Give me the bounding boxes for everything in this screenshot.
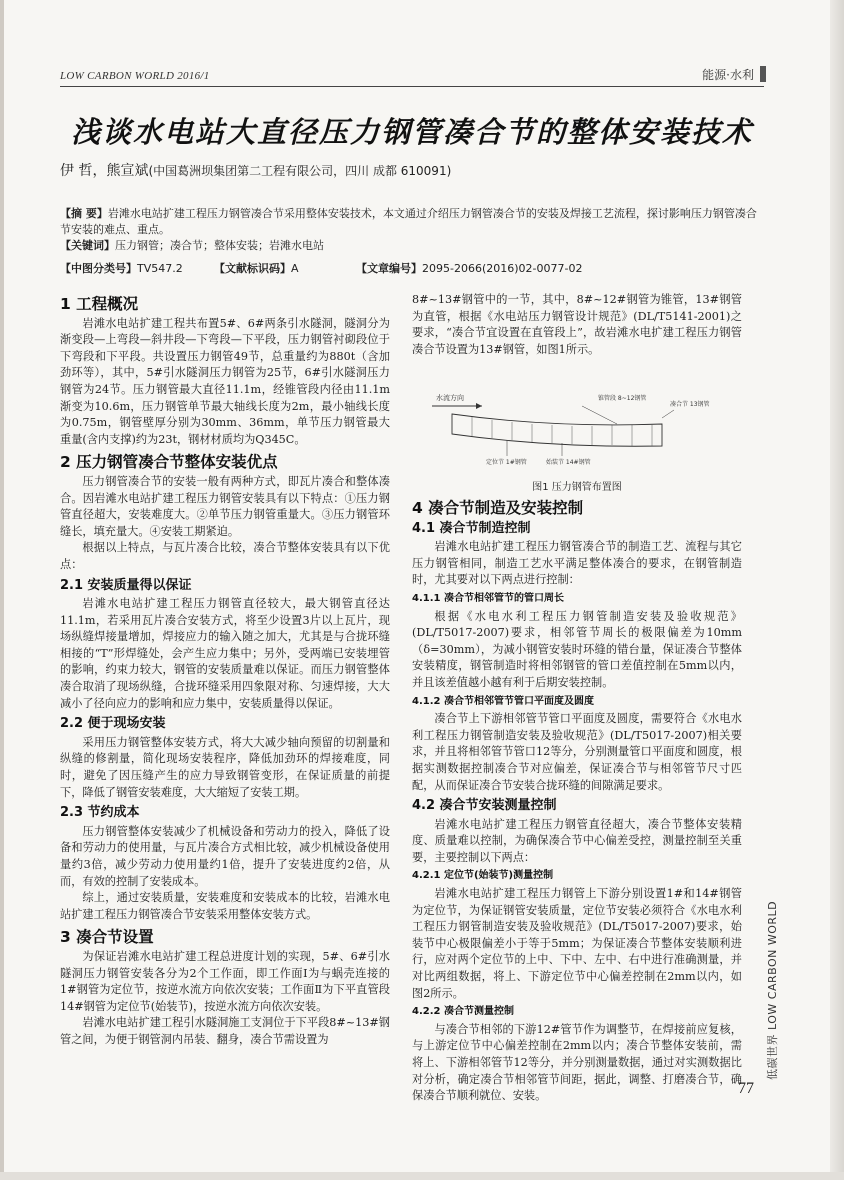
art-value: 2095-2066(2016)02-0077-02 — [422, 262, 583, 275]
abstract — [60, 206, 764, 238]
paragraph: 岩滩水电站扩建工程压力钢管直径超大，凑合节整体安装精度、质量难以控制，为确保凑合节中心偏差受控，测量控制至关重要，主要控制以下两点： — [412, 817, 742, 864]
clc-value: TV547.2 — [137, 262, 183, 275]
section-heading: 3 凑合节设置 — [60, 928, 154, 947]
journal-name: LOW CARBON WORLD 2016/1 — [60, 70, 210, 82]
article-number — [356, 260, 582, 276]
right-column-bottom — [412, 494, 742, 1105]
page-right-edge — [830, 0, 844, 1180]
article-title: 浅谈水电站大直径压力钢管凑合节的整体安装技术 — [70, 115, 753, 149]
paragraph: 根据以上特点，与瓦片凑合比较，凑合节整体安装具有以下优点： — [60, 541, 390, 571]
section-heading: 1 工程概况 — [60, 295, 139, 313]
label-closing: 凑合节 13钢管 — [670, 401, 710, 408]
right-column-top — [412, 292, 742, 358]
flow-arrow-head — [476, 403, 482, 409]
art-label: 【文章编号】 — [356, 262, 422, 275]
author-line — [60, 160, 451, 180]
penstock-layout-figure — [412, 376, 742, 470]
flow-label: 水流方向 — [436, 394, 464, 402]
side-journal-text: 低碳世界 LOW CARBON WORLD — [766, 900, 779, 1080]
side-journal-label — [748, 860, 779, 1080]
doc-label: 【文献标识码】 — [214, 262, 291, 275]
doc-code — [214, 260, 299, 276]
clc-label: 【中图分类号】 — [60, 262, 137, 275]
keywords — [60, 238, 764, 254]
pipe-sections — [472, 417, 652, 446]
label-start: 始装节 14#钢管 — [546, 459, 591, 466]
abstract-label: 【摘 要】 — [60, 207, 108, 220]
section-heading: 2 压力钢管凑合节整体安装优点 — [60, 453, 278, 472]
keywords-text: 压力钢管；凑合节；整体安装；岩滩水电站 — [115, 239, 324, 252]
clc-number — [60, 260, 183, 276]
author-affiliation: (中国葛洲坝集团第二工程有限公司，四川 成都 610091) — [148, 164, 452, 178]
penstock-outline — [452, 414, 662, 446]
section-heading: 4 凑合节制造及安装控制 — [412, 499, 584, 517]
subsection-heading: 2.1 安装质量得以保证 — [60, 577, 192, 593]
author-names: 伊 哲，熊宣斌 — [60, 163, 149, 179]
section-marker — [760, 66, 766, 82]
paragraph: 采用压力钢管整体安装方式，将大大减少轴向预留的切割量和纵缝的修割量，简化现场安装程序，降低加劲环的焊接难度，同时，避免了因压缝产生的应力导致钢管变形，在保证质量的前提下，降低了钢管安装难度，大大缩短了安装工期。 — [60, 735, 390, 799]
paragraph: 岩滩水电站扩建工程共布置5#、6#两条引水隧洞，隧洞分为渐变段—上弯段—斜井段—下弯段—下平段，压力钢管衬砌段位于下弯段和下平段。共设置压力钢管49节，总重量约为880t（含加劲环等），其中，5#引水隧洞压力钢管为25节，6#引水隧洞压力钢管为24节。压力钢管最大直径11.1m，经锥管段内径由11.1m渐变为10.6m，压力钢管单节最大轴线长度为2m，最小轴线长度为0.75m，钢管壁厚分别为30mm、36mm，单节压力钢管最大重量(含内支撑)约为23t，钢材材质均为Q345C。 — [60, 316, 390, 446]
subsubsection-heading: 4.2.2 凑合节测量控制 — [412, 1006, 514, 1018]
label-cone: 锥管段 8~12钢管 — [598, 395, 647, 402]
subsubsection-heading: 4.1.1 凑合节相邻管节的管口周长 — [412, 592, 564, 604]
paragraph: 岩滩水电站扩建工程引水隧洞施工支洞位于下平段8#~13#钢管之间，为便于钢管洞内吊装、翻身，凑合节需设置为 — [60, 1016, 390, 1046]
figure-caption: 图1 压力钢管布置图 — [532, 482, 622, 493]
page-left-edge — [0, 0, 4, 1180]
subsection-heading: 2.2 便于现场安装 — [60, 716, 166, 732]
subsubsection-heading: 4.2.1 定位节(始装节)测量控制 — [412, 870, 554, 882]
paragraph: 岩滩水电站扩建工程压力钢管凑合节的制造工艺、流程与其它压力钢管相同，制造工艺水平满足整体凑合的要求，在钢管制造时，尤其要对以下两点进行控制： — [412, 540, 742, 587]
doc-value: A — [291, 262, 299, 275]
subsection-heading: 4.1 凑合节制造控制 — [412, 520, 531, 536]
paragraph: 根据《水电水利工程压力钢管制造安装及验收规范》(DL/T5017-2007)要求，相邻管节周长的极限偏差为10mm（δ=30mm），为减小钢管安装时环缝的错台量，保证凑合节整体安装精度，钢管制造时将相邻钢管的管口差值控制在5mm以内，并且该差值越小越有利于后期安装控制。 — [412, 609, 742, 689]
paragraph: 为保证岩滩水电站扩建工程总进度计划的实现，5#、6#引水隧洞压力钢管安装各分为2个工作面，即工作面Ⅰ为与蜗壳连接的1#钢管为定位节，按逆水流方向依次安装；工作面Ⅱ为下平直管段14#钢管为定位节(始装节)，按逆水流方向依次安装。 — [60, 949, 390, 1013]
header-rule — [60, 86, 764, 87]
subsection-heading: 4.2 凑合节安装测量控制 — [412, 798, 557, 814]
paragraph: 压力钢管凑合节的安装一般有两种方式，即瓦片凑合和整体凑合。因岩滩水电站扩建工程压力钢管安装具有以下特点：①压力钢管直径超大，安装难度大。②单节压力钢管重量大。③压力钢管环缝长，填充量大。④安装工期紧迫。 — [60, 474, 390, 538]
section-name: 能源·水利 — [702, 68, 754, 82]
leader-top — [582, 406, 617, 424]
paragraph: 凑合节上下游相邻管节管口平面度及圆度，需要符合《水电水利工程压力钢管制造安装及验收规范》(DL/T5017-2007)相关要求，并且将相邻管节管口12等分，分别测量管口平面度和圆度，根据实测数据控制凑合节对应偏差，保证凑合节与相邻管节尺寸匹配，从而保证凑合节安装合拢环缝的间隙满足要求。 — [412, 712, 742, 792]
paragraph: 8#~13#钢管中的一节，其中，8#~12#钢管为锥管，13#钢管为直管，根据《水电站压力钢管设计规范》(DL/T5141-2001)之要求，“凑合节宜设置在直管段上”，故岩滩水电扩建工程压力钢管凑合节设置为13#钢管，如图1所示。 — [412, 293, 742, 356]
left-column — [60, 290, 390, 1049]
paragraph: 综上，通过安装质量，安装难度和安装成本的比较，岩滩水电站扩建工程压力钢管凑合节安装采用整体安装方式。 — [60, 891, 390, 921]
abstract-text: 岩滩水电站扩建工程压力钢管凑合节采用整体安装技术，本文通过介绍压力钢管凑合节的安装及焊接工艺流程，探讨影响压力钢管凑合节安装的难点、重点。 — [60, 207, 757, 236]
subsubsection-heading: 4.1.2 凑合节相邻管节管口平面度及圆度 — [412, 695, 594, 707]
subsection-heading: 2.3 节约成本 — [60, 805, 140, 821]
page-bottom-edge — [0, 1172, 844, 1180]
paragraph: 与凑合节相邻的下游12#管节作为调整节，在焊接前应复核，与上游定位节中心偏差控制在2mm以内；凑合节整体安装前，需将上、下游相邻管节12等分，并分别测量数据，通过对实测数据比对分析，确定凑合节相邻管节间距，据此，调整、打磨凑合节，确保凑合节顺利就位、安装。 — [412, 1022, 742, 1103]
leader-mid — [662, 410, 674, 418]
paragraph: 岩滩水电站扩建工程压力钢管直径较大，最大钢管直径达11.1m，若采用瓦片凑合安装方式，将至少设置3片以上瓦片，现场纵缝焊接量增加，焊接应力的输入随之加大，尤其是与合拢环缝相接的“T”形焊缝处，会产生应力集中；另外，受两端已安装埋管的影响，约束力较大，钢管的安装质量难以保证。而压力钢管整体凑合取消了现场纵缝，合拢环缝采用四象限对称、匀速焊接，大大减小了径向应力的影响和应力集中，安装质量得以保证。 — [60, 597, 390, 710]
paragraph: 岩滩水电站扩建工程压力钢管上下游分别设置1#和14#钢管为定位节，为保证钢管安装质量，定位节安装必须符合《水电水利工程压力钢管制造安装及验收规范》(DL/T5017-2007)要求，始装节中心极限偏差小于等于5mm；为保证凑合节整体安装顺利进行，应对两个定位节的上中、下中、左中、右中进行准确测量，并对比两组数据，将上、下游定位节中心偏差控制在2mm以内，如图2所示。 — [412, 887, 742, 1000]
page-number: 77 — [738, 1080, 754, 1097]
paragraph: 压力钢管整体安装减少了机械设备和劳动力的投入，降低了设备和劳动力的使用量，与瓦片凑合方式相比较，减少机械设备使用量约3倍，减少劳动力使用量约1倍，提升了安装进度约2倍，从而，有效的控制了安装成本。 — [60, 824, 390, 888]
keywords-label: 【关键词】 — [60, 239, 115, 252]
label-positioning: 定位节 1#钢管 — [486, 459, 527, 466]
